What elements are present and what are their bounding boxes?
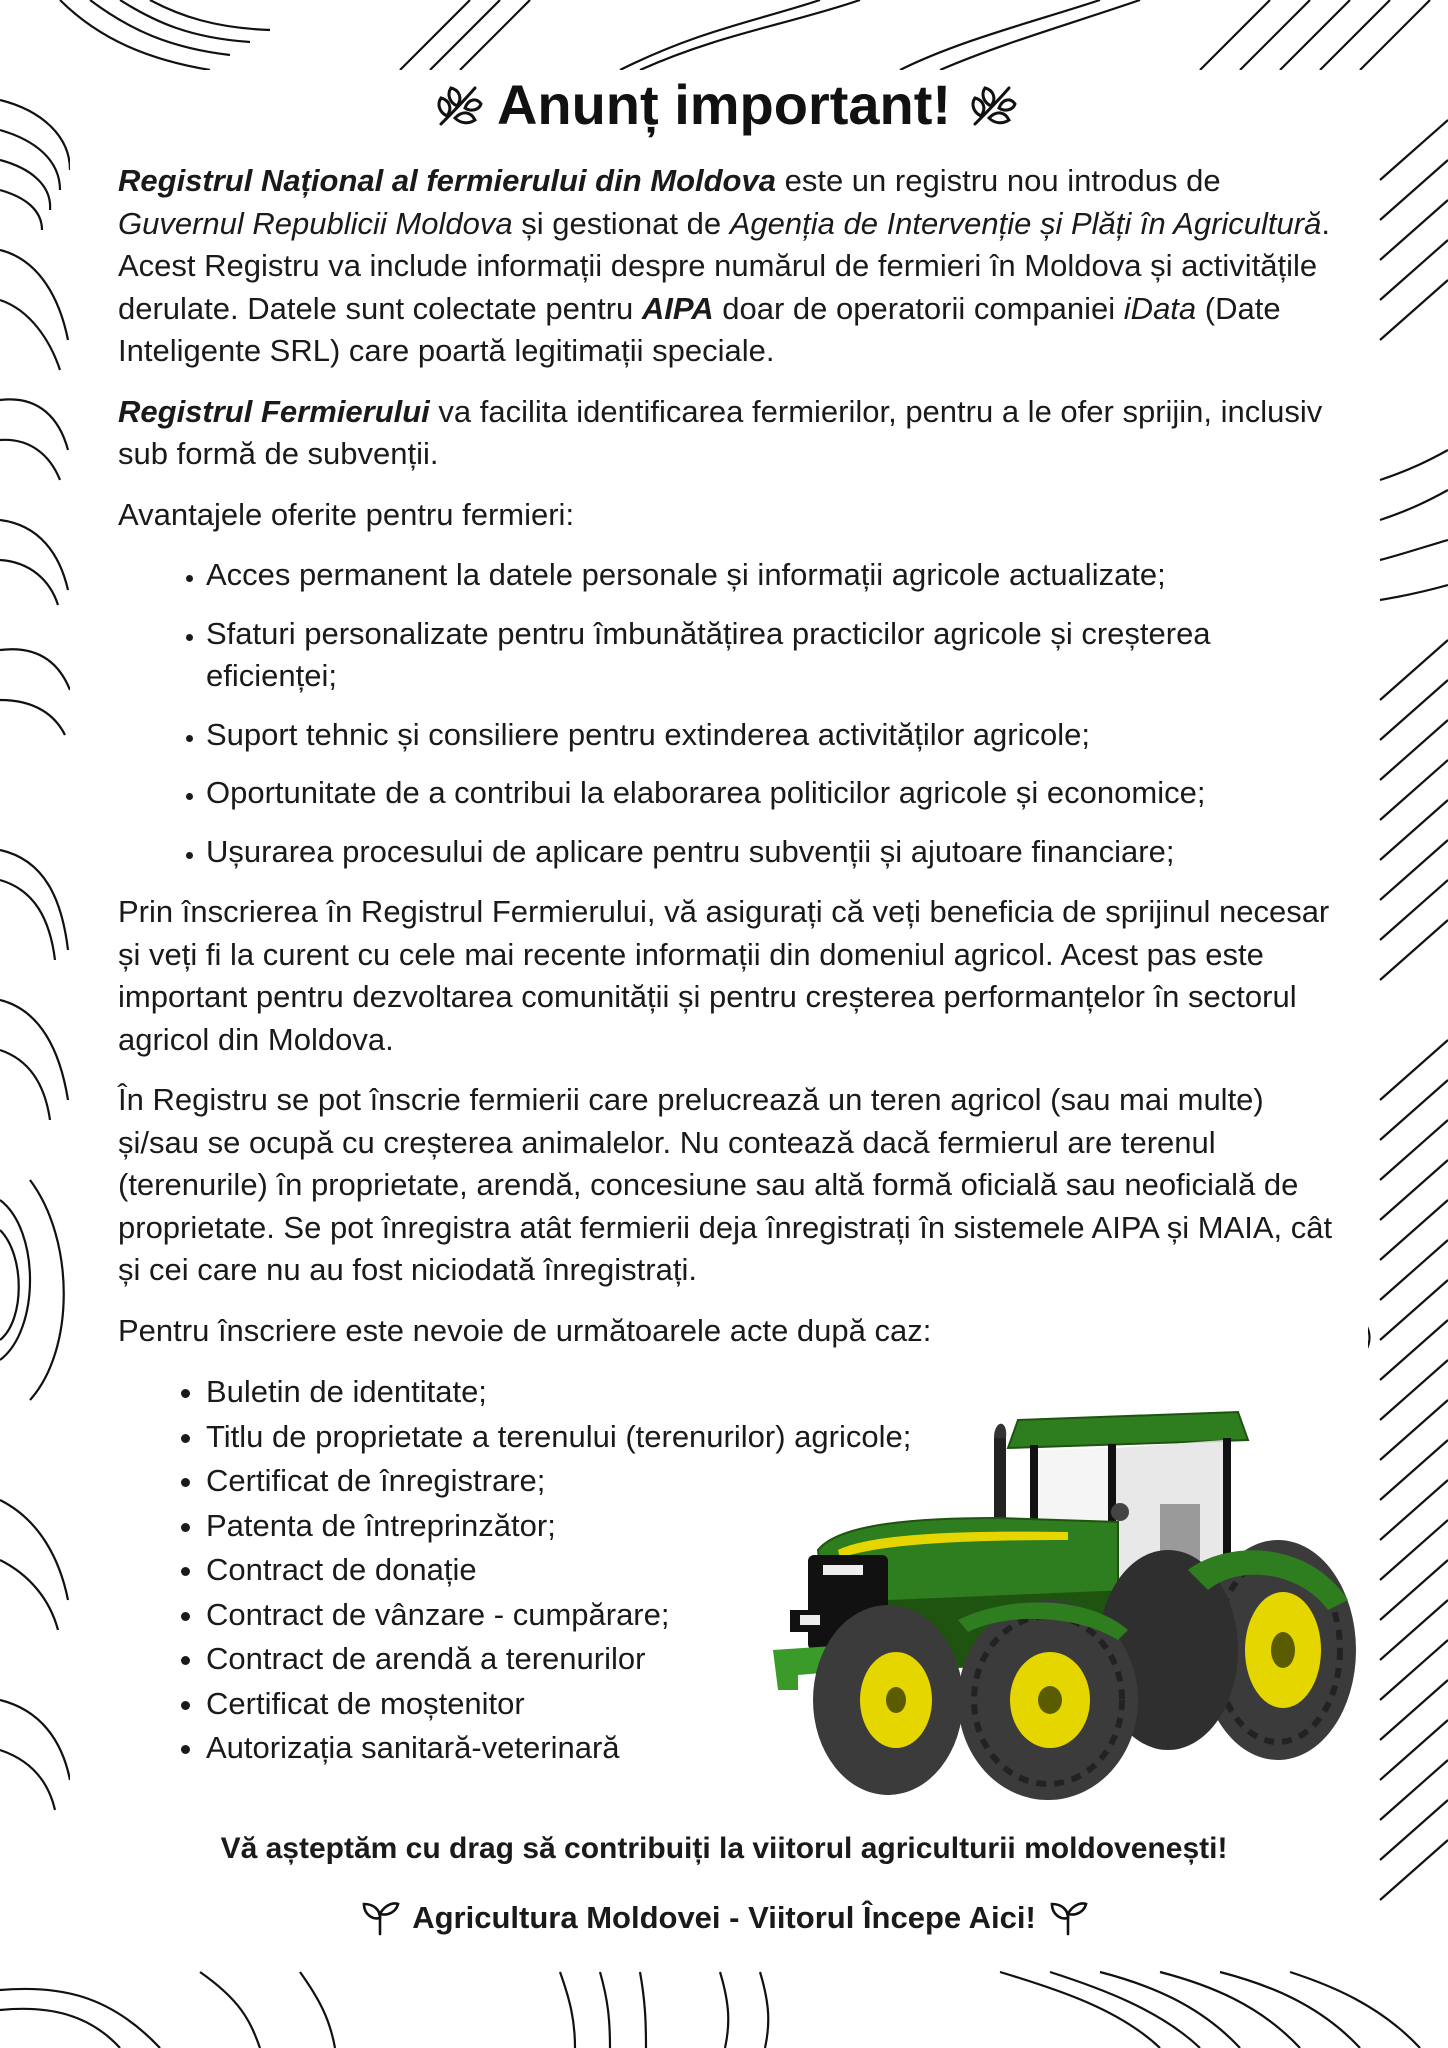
intro-text-5: (Date Inteligente SRL) care poartă legitimații speciale. [118, 290, 1281, 368]
sprout-icon [1048, 1896, 1088, 1936]
closing-message: Vă așteptăm cu drag să contribuiți la viitorul agriculturii moldovenești! [220, 1832, 1228, 1865]
list-item: • Contract de donație [206, 1548, 1348, 1593]
tractor-illustration [768, 1400, 1358, 1800]
list-item: • Sfaturi personalizate pentru îmbunătățirea practicilor agricole și creșterea eficienței; [206, 613, 1348, 698]
purpose-text: va facilita identificarea fermierilor, pentru a le ofer sprijin, inclusiv sub formă de subvenții. [118, 393, 1323, 471]
list-item: • Titlu de proprietate a terenului (terenurilor) agricole; [206, 1415, 1348, 1460]
intro-text-1: este un registru nou introdus de [775, 163, 1221, 198]
benefit-paragraph: Prin înscrierea în Registrul Fermierului, vă asigurați că veți beneficia de sprijinul necesar și veți fi la curent cu cele mai recente informații din domeniul agricol. Acest pas este important pentru dezvoltarea comunității și pentru creșterea performanțelor în sectorul agricol din Moldova. [118, 894, 1330, 1057]
purpose-paragraph [118, 391, 1348, 476]
list-item: • Certificat de înregistrare; [206, 1459, 1348, 1504]
slogan-text: Agricultura Moldovei - Viitorul Începe Aici! [412, 1900, 1036, 1935]
advantages-heading: Avantajele oferite pentru fermieri: [118, 496, 575, 532]
registry-name: Registrul Național al fermierului din Moldova [118, 163, 776, 198]
intro-text-2: și gestionat de [512, 205, 730, 241]
government-name: Guvernul Republicii Moldova [118, 205, 513, 241]
list-item: • Acces permanent la datele personale și informații agricole actualizate; [206, 554, 1348, 597]
title-text: Anunț important! [496, 73, 952, 136]
list-item: • Suport tehnic și consiliere pentru extinderea activităților agricole; [206, 714, 1348, 757]
list-item: • Ușurarea procesului de aplicare pentru subvenții și ajutoare financiare; [206, 831, 1348, 874]
eligibility-paragraph: În Registru se pot înscrie fermierii care prelucrează un teren agricol (sau mai multe) și/sau se ocupă cu creșterea animalelor. Nu contează dacă fermierul are terenul (terenurile) în proprietate, arendă, concesiune sau altă formă oficială sau neoficială de proprietate. Se pot înregistra atât fermierii deja înregistrați în sistemele AIPA și MAIA, cât și cei care nu au fost niciodată înregistrați. [118, 1082, 1333, 1287]
list-item: • Autorizația sanitară-veterinară [206, 1726, 1348, 1771]
list-item: • Buletin de identitate; [206, 1370, 1348, 1415]
sprout-icon [360, 1896, 400, 1936]
intro-text-3: . Acest Registru va include informații despre numărul de fermieri în Moldova și activitățile derulate. Datele sunt colectate pentru [118, 205, 1330, 326]
list-item: • Contract de arendă a terenurilor [206, 1637, 1348, 1682]
wheat-leaves-icon [965, 76, 1017, 128]
registry-short-name: Registrul Fermierului [118, 393, 430, 429]
page-title [0, 70, 1448, 140]
slogan [0, 1896, 1448, 1940]
agency-name: Agenția de Intervenție și Plăți în Agricultură [729, 205, 1322, 241]
list-item: • Certificat de moștenitor [206, 1682, 1348, 1727]
aipa-abbr: AIPA [641, 290, 714, 326]
advantages-list [118, 554, 1348, 873]
intro-text-4: doar de operatorii companiei [713, 290, 1124, 326]
documents-heading: Pentru înscriere este nevoie de următoarele acte după caz: [118, 1312, 932, 1348]
list-item: • Oportunitate de a contribui la elaborarea politicilor agricole și economice; [206, 772, 1348, 815]
list-item: • Contract de vânzare - cumpărare; [206, 1593, 1348, 1638]
company-name: iData [1123, 290, 1197, 326]
intro-paragraph [118, 160, 1348, 373]
list-item: • Patenta de întreprinzător; [206, 1504, 1348, 1549]
wheat-leaves-icon [431, 76, 483, 128]
